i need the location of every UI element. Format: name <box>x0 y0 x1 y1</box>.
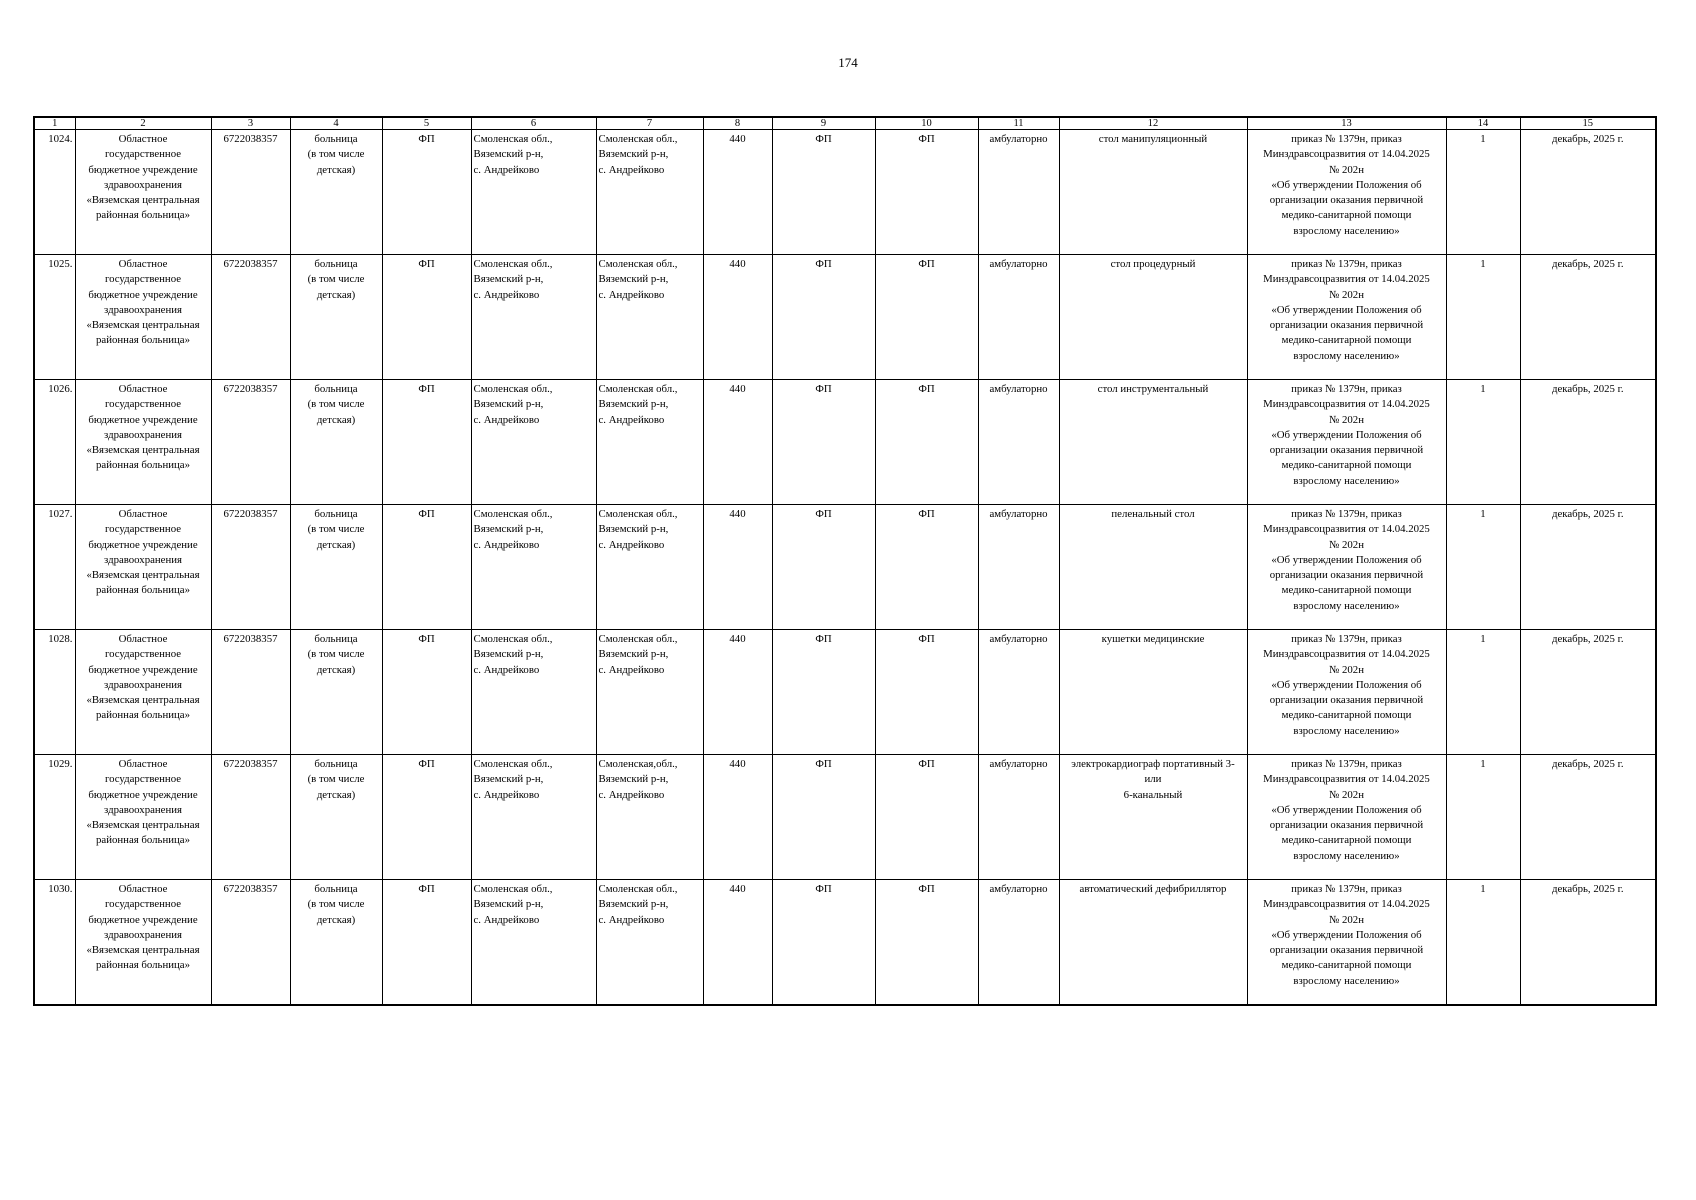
cell-legal-basis: приказ № 1379н, приказ Минздравсоцразвития от 14.04.2025 № 202н «Об утверждении Положения об организации оказания первичной медико-санитарной помощи взрослому населению» <box>1247 130 1446 255</box>
cell-quantity: 1 <box>1446 380 1520 505</box>
cell-legal-basis: приказ № 1379н, приказ Минздравсоцразвития от 14.04.2025 № 202н «Об утверждении Положения об организации оказания первичной медико-санитарной помощи взрослому населению» <box>1247 630 1446 755</box>
cell-quantity: 1 <box>1446 255 1520 380</box>
column-number-13: 13 <box>1247 117 1446 130</box>
cell-equipment-name: стол инструментальный <box>1059 380 1247 505</box>
cell-actual-address: Смоленская обл., Вяземский р-н, с. Андрейково <box>596 380 703 505</box>
cell-facility-type: больница (в том числе детская) <box>290 880 382 1006</box>
column-number-4: 4 <box>290 117 382 130</box>
cell-legal-address: Смоленская обл., Вяземский р-н, с. Андрейково <box>471 380 596 505</box>
cell-unit-col9: ФП <box>772 255 875 380</box>
cell-code: 440 <box>703 880 772 1006</box>
column-number-2: 2 <box>75 117 211 130</box>
column-number-6: 6 <box>471 117 596 130</box>
cell-legal-basis: приказ № 1379н, приказ Минздравсоцразвития от 14.04.2025 № 202н «Об утверждении Положения об организации оказания первичной медико-санитарной помощи взрослому населению» <box>1247 880 1446 1006</box>
cell-code: 440 <box>703 380 772 505</box>
cell-facility-type: больница (в том числе детская) <box>290 755 382 880</box>
cell-row-number: 1024. <box>34 130 75 255</box>
cell-delivery-date: декабрь, 2025 г. <box>1520 755 1656 880</box>
cell-code: 440 <box>703 755 772 880</box>
column-number-11: 11 <box>978 117 1059 130</box>
cell-unit-col9: ФП <box>772 380 875 505</box>
cell-unit-type: ФП <box>382 130 471 255</box>
cell-unit-col10: ФП <box>875 255 978 380</box>
cell-care-condition: амбулаторно <box>978 630 1059 755</box>
cell-organization-name: Областное государственное бюджетное учреждение здравоохранения «Вяземская центральная районная больница» <box>75 130 211 255</box>
cell-inn: 6722038357 <box>211 505 290 630</box>
cell-unit-col9: ФП <box>772 505 875 630</box>
cell-care-condition: амбулаторно <box>978 380 1059 505</box>
cell-actual-address: Смоленская обл., Вяземский р-н, с. Андрейково <box>596 880 703 1006</box>
cell-care-condition: амбулаторно <box>978 130 1059 255</box>
page-number: 174 <box>838 55 858 70</box>
cell-delivery-date: декабрь, 2025 г. <box>1520 255 1656 380</box>
cell-row-number: 1028. <box>34 630 75 755</box>
cell-quantity: 1 <box>1446 630 1520 755</box>
column-number-1: 1 <box>34 117 75 130</box>
cell-unit-col10: ФП <box>875 755 978 880</box>
cell-unit-col9: ФП <box>772 630 875 755</box>
cell-unit-type: ФП <box>382 255 471 380</box>
cell-legal-address: Смоленская обл., Вяземский р-н, с. Андрейково <box>471 505 596 630</box>
cell-inn: 6722038357 <box>211 130 290 255</box>
cell-unit-type: ФП <box>382 630 471 755</box>
cell-inn: 6722038357 <box>211 630 290 755</box>
cell-actual-address: Смоленская,обл., Вяземский р-н, с. Андрейково <box>596 755 703 880</box>
cell-unit-type: ФП <box>382 505 471 630</box>
column-number-8: 8 <box>703 117 772 130</box>
cell-inn: 6722038357 <box>211 380 290 505</box>
cell-row-number: 1026. <box>34 380 75 505</box>
cell-organization-name: Областное государственное бюджетное учреждение здравоохранения «Вяземская центральная районная больница» <box>75 255 211 380</box>
cell-organization-name: Областное государственное бюджетное учреждение здравоохранения «Вяземская центральная районная больница» <box>75 505 211 630</box>
cell-care-condition: амбулаторно <box>978 255 1059 380</box>
cell-actual-address: Смоленская обл., Вяземский р-н, с. Андрейково <box>596 255 703 380</box>
cell-quantity: 1 <box>1446 880 1520 1006</box>
column-number-10: 10 <box>875 117 978 130</box>
cell-inn: 6722038357 <box>211 255 290 380</box>
cell-unit-type: ФП <box>382 755 471 880</box>
cell-organization-name: Областное государственное бюджетное учреждение здравоохранения «Вяземская центральная районная больница» <box>75 630 211 755</box>
cell-equipment-name: электрокардиограф портативный 3- или 6-канальный <box>1059 755 1247 880</box>
cell-row-number: 1025. <box>34 255 75 380</box>
cell-inn: 6722038357 <box>211 755 290 880</box>
cell-facility-type: больница (в том числе детская) <box>290 380 382 505</box>
cell-code: 440 <box>703 130 772 255</box>
cell-care-condition: амбулаторно <box>978 880 1059 1006</box>
column-number-header <box>34 117 1656 130</box>
cell-equipment-name: кушетки медицинские <box>1059 630 1247 755</box>
cell-organization-name: Областное государственное бюджетное учреждение здравоохранения «Вяземская центральная районная больница» <box>75 380 211 505</box>
cell-legal-basis: приказ № 1379н, приказ Минздравсоцразвития от 14.04.2025 № 202н «Об утверждении Положения об организации оказания первичной медико-санитарной помощи взрослому населению» <box>1247 380 1446 505</box>
table-row <box>34 630 1656 755</box>
table-row <box>34 380 1656 505</box>
cell-actual-address: Смоленская обл., Вяземский р-н, с. Андрейково <box>596 505 703 630</box>
cell-equipment-name: стол манипуляционный <box>1059 130 1247 255</box>
column-number-7: 7 <box>596 117 703 130</box>
cell-legal-address: Смоленская обл., Вяземский р-н, с. Андрейково <box>471 755 596 880</box>
cell-delivery-date: декабрь, 2025 г. <box>1520 630 1656 755</box>
column-number-15: 15 <box>1520 117 1656 130</box>
cell-legal-basis: приказ № 1379н, приказ Минздравсоцразвития от 14.04.2025 № 202н «Об утверждении Положения об организации оказания первичной медико-санитарной помощи взрослому населению» <box>1247 255 1446 380</box>
cell-code: 440 <box>703 630 772 755</box>
cell-inn: 6722038357 <box>211 880 290 1006</box>
cell-delivery-date: декабрь, 2025 г. <box>1520 880 1656 1006</box>
cell-unit-col9: ФП <box>772 130 875 255</box>
cell-legal-address: Смоленская обл., Вяземский р-н, с. Андрейково <box>471 880 596 1006</box>
cell-code: 440 <box>703 255 772 380</box>
cell-row-number: 1029. <box>34 755 75 880</box>
register-table <box>33 116 1657 1006</box>
cell-equipment-name: пеленальный стол <box>1059 505 1247 630</box>
cell-organization-name: Областное государственное бюджетное учреждение здравоохранения «Вяземская центральная районная больница» <box>75 755 211 880</box>
cell-quantity: 1 <box>1446 505 1520 630</box>
cell-quantity: 1 <box>1446 130 1520 255</box>
cell-facility-type: больница (в том числе детская) <box>290 130 382 255</box>
table-row <box>34 255 1656 380</box>
cell-legal-address: Смоленская обл., Вяземский р-н, с. Андрейково <box>471 255 596 380</box>
cell-legal-basis: приказ № 1379н, приказ Минздравсоцразвития от 14.04.2025 № 202н «Об утверждении Положения об организации оказания первичной медико-санитарной помощи взрослому населению» <box>1247 755 1446 880</box>
cell-equipment-name: автоматический дефибриллятор <box>1059 880 1247 1006</box>
cell-unit-col10: ФП <box>875 630 978 755</box>
cell-facility-type: больница (в том числе детская) <box>290 630 382 755</box>
table-row <box>34 505 1656 630</box>
cell-code: 440 <box>703 505 772 630</box>
cell-delivery-date: декабрь, 2025 г. <box>1520 505 1656 630</box>
column-number-14: 14 <box>1446 117 1520 130</box>
column-number-5: 5 <box>382 117 471 130</box>
cell-row-number: 1027. <box>34 505 75 630</box>
cell-legal-basis: приказ № 1379н, приказ Минздравсоцразвития от 14.04.2025 № 202н «Об утверждении Положения об организации оказания первичной медико-санитарной помощи взрослому населению» <box>1247 505 1446 630</box>
cell-facility-type: больница (в том числе детская) <box>290 505 382 630</box>
cell-unit-col10: ФП <box>875 380 978 505</box>
column-number-9: 9 <box>772 117 875 130</box>
cell-unit-col10: ФП <box>875 880 978 1006</box>
cell-unit-type: ФП <box>382 880 471 1006</box>
table-row <box>34 880 1656 1006</box>
cell-unit-col10: ФП <box>875 130 978 255</box>
cell-legal-address: Смоленская обл., Вяземский р-н, с. Андрейково <box>471 630 596 755</box>
cell-unit-col10: ФП <box>875 505 978 630</box>
cell-unit-type: ФП <box>382 380 471 505</box>
cell-delivery-date: декабрь, 2025 г. <box>1520 380 1656 505</box>
column-number-3: 3 <box>211 117 290 130</box>
cell-organization-name: Областное государственное бюджетное учреждение здравоохранения «Вяземская центральная районная больница» <box>75 880 211 1006</box>
cell-unit-col9: ФП <box>772 755 875 880</box>
cell-unit-col9: ФП <box>772 880 875 1006</box>
cell-facility-type: больница (в том числе детская) <box>290 255 382 380</box>
table-row <box>34 130 1656 255</box>
cell-care-condition: амбулаторно <box>978 755 1059 880</box>
cell-care-condition: амбулаторно <box>978 505 1059 630</box>
cell-equipment-name: стол процедурный <box>1059 255 1247 380</box>
cell-legal-address: Смоленская обл., Вяземский р-н, с. Андрейково <box>471 130 596 255</box>
cell-delivery-date: декабрь, 2025 г. <box>1520 130 1656 255</box>
cell-actual-address: Смоленская обл., Вяземский р-н, с. Андрейково <box>596 630 703 755</box>
table-row <box>34 755 1656 880</box>
cell-quantity: 1 <box>1446 755 1520 880</box>
column-number-12: 12 <box>1059 117 1247 130</box>
cell-actual-address: Смоленская обл., Вяземский р-н, с. Андрейково <box>596 130 703 255</box>
cell-row-number: 1030. <box>34 880 75 1006</box>
